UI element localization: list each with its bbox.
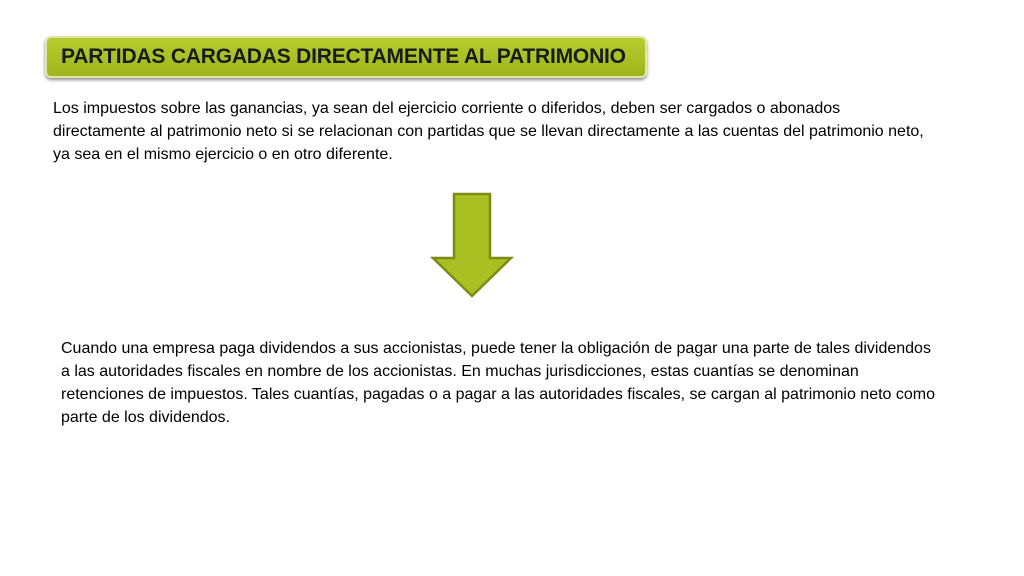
slide-title: PARTIDAS CARGADAS DIRECTAMENTE AL PATRIMONIO — [61, 45, 626, 68]
arrow-down-icon — [430, 192, 514, 298]
title-banner — [45, 36, 647, 78]
paragraph-income-tax: Los impuestos sobre las ganancias, ya sean del ejercicio corriente o diferidos, deben ser cargados o abonados directamente al patrimonio neto si se relacionan con partidas que se llevan directamente a las cuentas del patrimonio neto, ya sea en el mismo ejercicio o en otro diferente. — [53, 100, 924, 163]
paragraph-dividends: Cuando una empresa paga dividendos a sus accionistas, puede tener la obligación de pagar una parte de tales dividendos a las autoridades fiscales en nombre de los accionistas. En muchas jurisdicciones, estas cuantías se denominan retenciones de impuestos. Tales cuantías, pagadas o a pagar a las autoridades fiscales, se cargan al patrimonio neto como parte de los dividendos. — [61, 340, 936, 426]
